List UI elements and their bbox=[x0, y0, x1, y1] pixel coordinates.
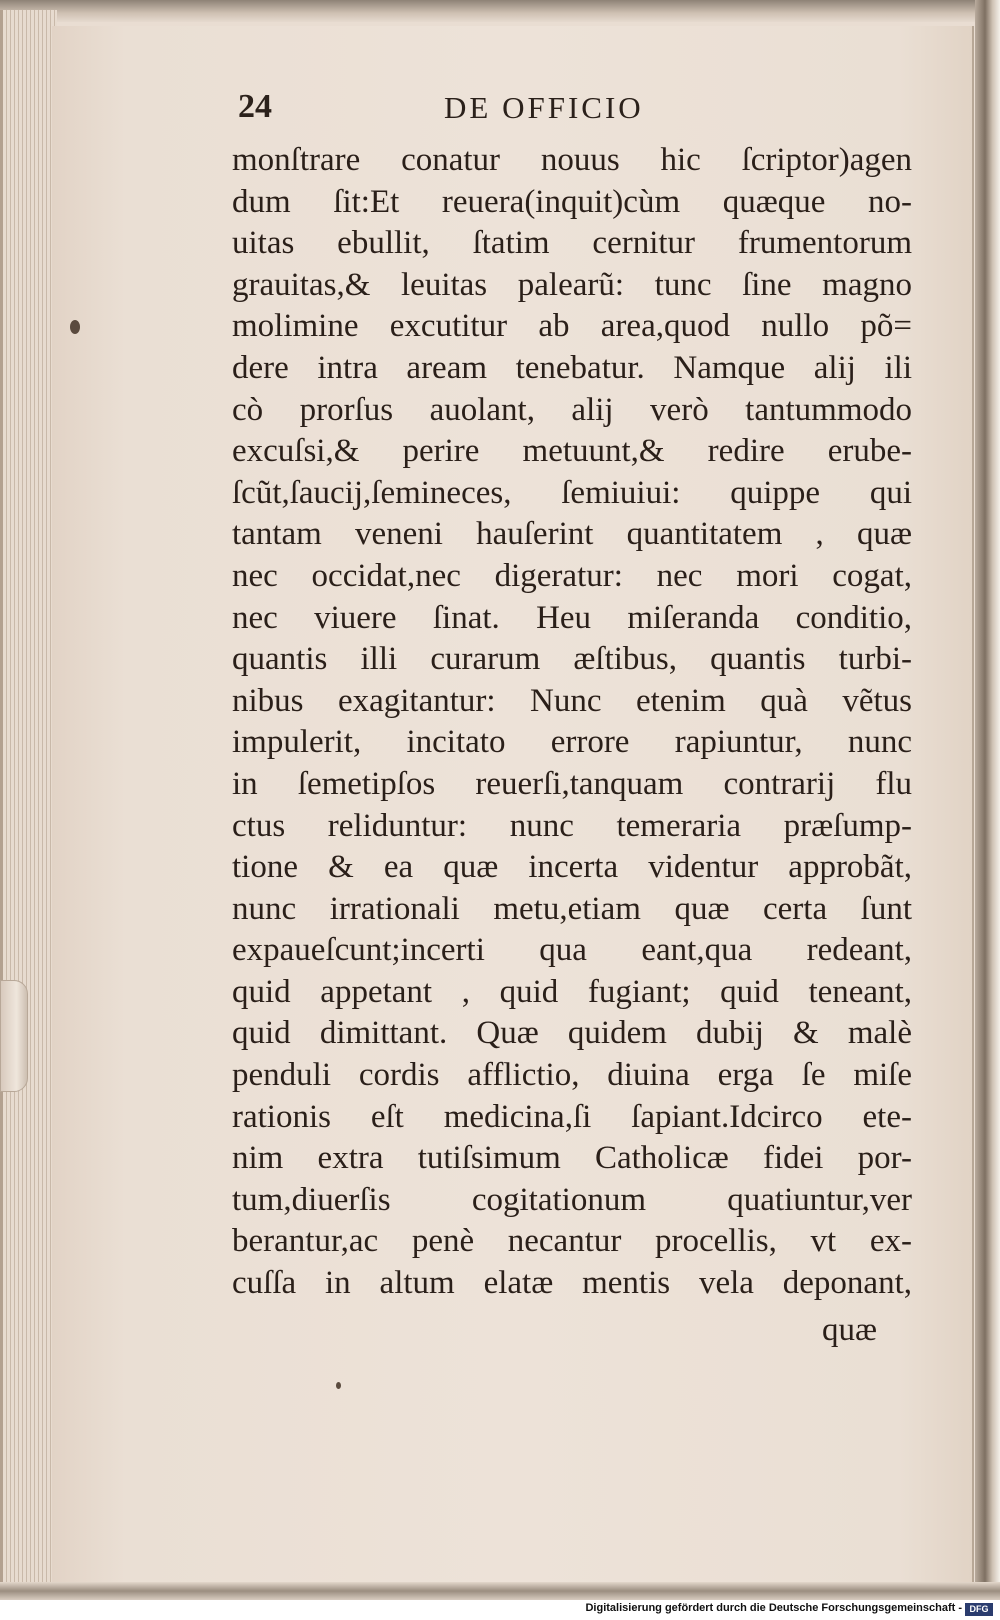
book-bottom-edge bbox=[0, 1582, 1000, 1600]
page-edges bbox=[0, 10, 57, 1590]
catchword: quæ bbox=[822, 1312, 878, 1348]
clasp-tab bbox=[0, 980, 28, 1092]
text-line: impulerit, incitato errore rapiuntur, nunc bbox=[232, 724, 912, 761]
ink-speck bbox=[70, 320, 80, 334]
ink-speck bbox=[336, 1382, 341, 1389]
text-line: nim extra tutiſsimum Catholicæ fidei por- bbox=[232, 1140, 912, 1177]
text-line: nunc irrationali metu,etiam quæ certa ſunt bbox=[232, 890, 912, 927]
text-line: tantam veneni hauſerint quantitatem , quæ bbox=[232, 516, 912, 553]
text-line: uitas ebullit, ſtatim cernitur frumentorum bbox=[232, 225, 912, 262]
body-text bbox=[232, 140, 912, 1305]
dfg-logo: DFG bbox=[965, 1603, 993, 1616]
text-line: berantur,ac penè necantur procellis, vt ex- bbox=[232, 1223, 912, 1260]
text-line: cuſſa in altum elatæ mentis vela deponant, bbox=[232, 1265, 912, 1302]
text-line: monſtrare conatur nouus hic ſcriptor)agen bbox=[232, 142, 912, 178]
page-header bbox=[238, 88, 698, 128]
book-top-edge bbox=[0, 0, 1000, 22]
text-line: expaueſcunt;incerti qua eant,qua redeant, bbox=[232, 932, 912, 969]
binding-strip bbox=[975, 0, 1000, 1600]
text-line: rationis eſt medicina,ſi ſapiant.Idcirco ete- bbox=[232, 1098, 912, 1135]
text-line: molimine excutitur ab area,quod nullo põ= bbox=[232, 308, 912, 345]
text-line: in ſemetipſos reuerſi,tanquam contrarij flu bbox=[232, 765, 912, 802]
text-line: nec occidat,nec digeratur: nec mori cogat, bbox=[232, 557, 912, 594]
text-line: ctus reliduntur: nunc temeraria præſump- bbox=[232, 807, 912, 844]
text-line: quantis illi curarum æſtibus, quantis turbi- bbox=[232, 641, 912, 678]
text-line: grauitas,& leuitas palearũ: tunc ſine magno bbox=[232, 266, 912, 303]
page-number: 24 bbox=[238, 88, 272, 125]
text-line: dum ſit:Et reuera(inquit)cùm quæque no- bbox=[232, 183, 912, 220]
text-line: cò prorſus auolant, alij verò tantummodo bbox=[232, 391, 912, 428]
text-line: excuſsi,& perire metuunt,& redire erube- bbox=[232, 433, 912, 470]
text-line: nec viuere ſinat. Heu miſeranda conditio, bbox=[232, 599, 912, 636]
funding-credit: Digitalisierung gefördert durch die Deutsche Forschungsgemeinschaft - bbox=[585, 1602, 962, 1614]
text-line: ſcũt,ſaucij,ſemineces, ſemiuiui: quippe qui bbox=[232, 474, 912, 511]
running-head: DE OFFICIO bbox=[444, 90, 644, 125]
text-line: tum,diuerſis cogitationum quatiuntur,ver bbox=[232, 1181, 912, 1218]
text-line: dere intra aream tenebatur. Namque alij ili bbox=[232, 349, 912, 386]
text-line: quid dimittant. Quæ quidem dubij & malè bbox=[232, 1015, 912, 1052]
text-line: nibus exagitantur: Nunc etenim quà vẽtus bbox=[232, 682, 912, 719]
text-line: tione & ea quæ incerta videntur approbãt, bbox=[232, 849, 912, 886]
text-line: quid appetant , quid fugiant; quid teneant, bbox=[232, 973, 912, 1010]
text-line: penduli cordis afflictio, diuina erga ſe miſe bbox=[232, 1057, 912, 1094]
